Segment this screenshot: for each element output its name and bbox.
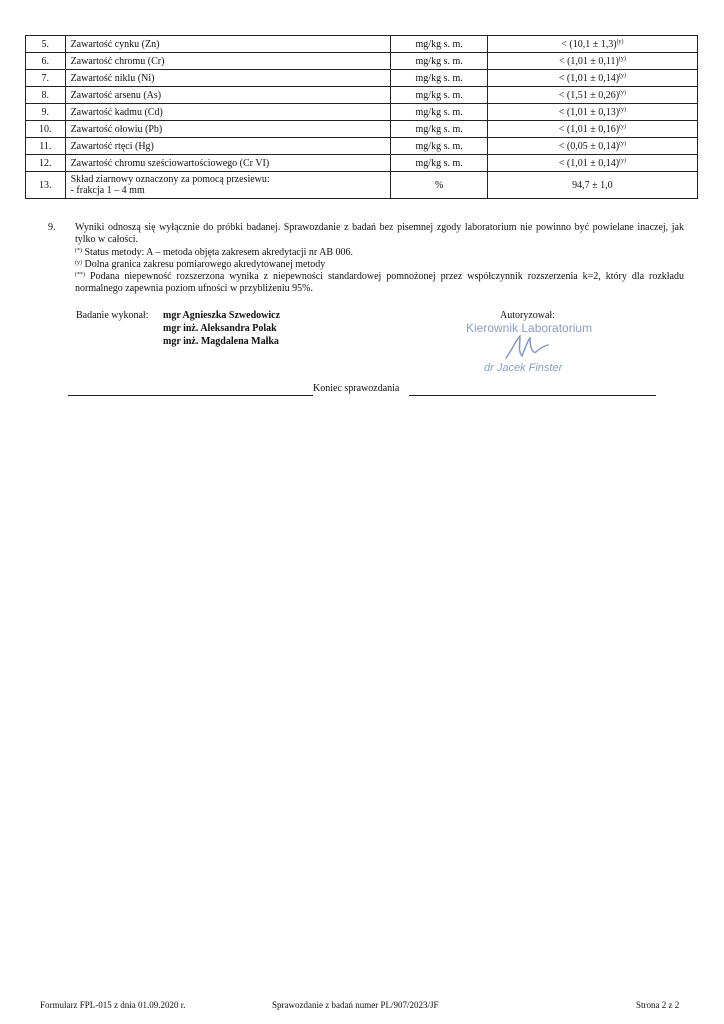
table-row — [26, 104, 698, 121]
row-parameter: Skład ziarnowy oznaczony za pomocą przesiewu: - frakcja 1 – 4 mm — [65, 172, 391, 199]
row-value: < $(1,01 \pm 0,14)^{(y)}$ — [487, 70, 697, 87]
note-limit: $^{(y)}$ Dolna granica zakresu pomiarowego akredytowanej metody — [75, 258, 326, 270]
row-unit: mg/kg s. m. — [391, 87, 487, 104]
results-table — [25, 35, 698, 199]
handwritten-signature-icon — [502, 332, 552, 362]
row-parameter: Zawartość kadmu (Cd) — [65, 104, 391, 121]
row-number: 13. — [26, 172, 66, 199]
row-value: < $(1,01 \pm 0,16)^{(y)}$ — [487, 121, 697, 138]
row-value: < $(0,05 \pm 0,14)^{(y)}$ — [487, 138, 697, 155]
table-row — [26, 87, 698, 104]
row-parameter: Zawartość chromu sześciowartościowego (Cr VI) — [65, 155, 391, 172]
row-parameter: Zawartość cynku (Zn) — [65, 36, 391, 53]
table-row — [26, 70, 698, 87]
table-row — [26, 53, 698, 70]
row-number: 7. — [26, 70, 66, 87]
note-uncertainty: (**) Podana niepewność rozszerzona wynika z niepewności standardowej pomnożonej przez współczynnik rozszerzenia k=2, który dla rozkładu normalnego zapewnia poziom ufności w przybliżeniu 95%. — [75, 271, 684, 295]
end-rule-right — [409, 383, 656, 396]
row-number: 8. — [26, 87, 66, 104]
row-unit: mg/kg s. m. — [391, 70, 487, 87]
footer-page: Strona 2 z 2 — [636, 1000, 680, 1010]
row-number: 5. — [26, 36, 66, 53]
row-unit: mg/kg s. m. — [391, 155, 487, 172]
end-rule-left — [68, 383, 313, 396]
end-of-report: Koniec sprawozdania — [313, 383, 400, 394]
row-unit: mg/kg s. m. — [391, 36, 487, 53]
table-row — [26, 121, 698, 138]
row-unit: mg/kg s. m. — [391, 138, 487, 155]
row-value: < $(1,01 \pm 0,11)^{(y)}$ — [487, 53, 697, 70]
footer-form: Formularz FPL-015 z dnia 01.09.2020 r. — [40, 1000, 186, 1010]
row-value: 94,7 ± 1,0 — [487, 172, 697, 199]
performer-name: mgr Agnieszka Szwedowicz — [163, 310, 281, 321]
row-number: 6. — [26, 53, 66, 70]
row-unit: mg/kg s. m. — [391, 53, 487, 70]
row-number: 11. — [26, 138, 66, 155]
row-parameter: Zawartość chromu (Cr) — [65, 53, 391, 70]
row-value: < $(1,51 \pm 0,26)^{(y)}$ — [487, 87, 697, 104]
stamp-name: dr Jacek Finster — [484, 362, 563, 374]
table-row — [26, 172, 698, 199]
row-parameter: Zawartość arsenu (As) — [65, 87, 391, 104]
row-value: < $(10,1 \pm 1,3)^{(y)}$ — [487, 36, 697, 53]
row-value: < $(1,01 \pm 0,14)^{(y)}$ — [487, 155, 697, 172]
note-status: (*) Status metody: A – metoda objęta zakresem akredytacji nr AB 006. — [75, 246, 354, 258]
row-parameter: Zawartość rtęci (Hg) — [65, 138, 391, 155]
performer-name: mgr inż. Magdalena Małka — [163, 336, 279, 347]
row-number: 10. — [26, 121, 66, 138]
row-unit: mg/kg s. m. — [391, 121, 487, 138]
note-validity: Wyniki odnoszą się wyłącznie do próbki badanej. Sprawozdanie z badań bez pisemnej zgody laboratorium nie powinno być powielane inaczej, jak tylko w całości. — [75, 222, 684, 246]
table-row — [26, 36, 698, 53]
row-parameter: Zawartość ołowiu (Pb) — [65, 121, 391, 138]
row-number: 9. — [26, 104, 66, 121]
signature-stamp — [462, 318, 602, 380]
row-parameter: Zawartość niklu (Ni) — [65, 70, 391, 87]
performer-name: mgr inż. Aleksandra Polak — [163, 323, 277, 334]
table-row — [26, 138, 698, 155]
notes-number: 9. — [48, 222, 56, 233]
notes-section — [75, 222, 684, 296]
row-number: 12. — [26, 155, 66, 172]
performed-label: Badanie wykonał: — [76, 310, 149, 321]
table-row — [26, 155, 698, 172]
authorized-label: Autoryzował: — [500, 310, 555, 321]
row-unit: mg/kg s. m. — [391, 104, 487, 121]
row-unit: % — [391, 172, 487, 199]
footer-report-number: Sprawozdanie z badań numer PL/907/2023/JF — [272, 1000, 439, 1010]
row-value: < $(1,01 \pm 0,13)^{(y)}$ — [487, 104, 697, 121]
stamp-title: Kierownik Laboratorium — [466, 321, 593, 335]
